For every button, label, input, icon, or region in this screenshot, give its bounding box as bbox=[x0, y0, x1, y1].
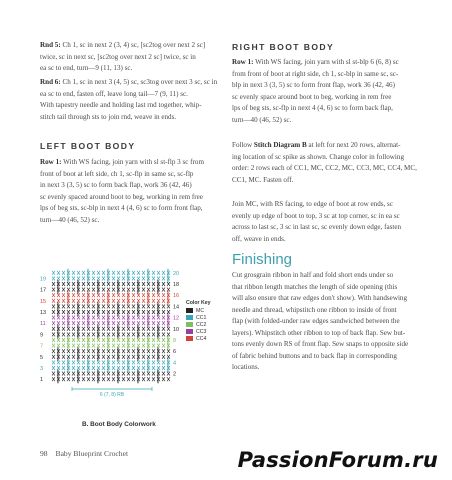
row-number-left: 11 bbox=[40, 321, 46, 328]
rnd6-line2: ea sc to end, fasten off, leave long tail—7 (9, 11) sc. bbox=[40, 89, 188, 98]
stitch-row bbox=[52, 336, 170, 344]
row-number-right: 2 bbox=[173, 371, 177, 378]
left-row1-line2: front of boot at left side, ch 1, sc-flp in same sc, sc-flp bbox=[40, 169, 194, 178]
stitch-row bbox=[52, 319, 170, 327]
row-number-right: 8 bbox=[173, 338, 177, 344]
left-row1-line5: lps of beg sts, sc-blp in next 4 (4, 6) sc to form front flap, bbox=[40, 204, 203, 212]
left-row1-line4: sc evenly spaced around boot to beg, working in rem free bbox=[40, 192, 203, 201]
color-key bbox=[186, 300, 211, 342]
right-row1-line6: turn—40 (46, 52) sc. bbox=[232, 115, 292, 124]
join-line3: across to last sc, 3 sc in last sc, sc evenly down edge, fasten bbox=[232, 223, 402, 231]
rnd5-line3: ea sc to end, turn—9 (11, 13) sc. bbox=[40, 64, 133, 72]
join-line4: off, weave in ends. bbox=[232, 234, 286, 243]
color-swatch bbox=[186, 315, 193, 320]
rnd6-line4: stitch tail through sts to join rnd, weave in ends. bbox=[40, 112, 177, 121]
row-number-left: 17 bbox=[40, 287, 47, 294]
row-number-right: 6 bbox=[173, 349, 177, 356]
finishing-line5: flap (with folded-under raw edges sandwiched between the bbox=[232, 317, 400, 325]
stitch-diagram-b bbox=[40, 262, 190, 412]
join-line1: Join MC, with RS facing, to edge of boot at row ends, sc bbox=[232, 200, 393, 208]
stitch-row bbox=[52, 353, 170, 361]
stitch-row bbox=[52, 325, 170, 333]
rnd6-line1: Rnd 6: Ch 1, sc in next 3 (4, 5) sc, sc3tog over next 3 sc, sc in bbox=[40, 78, 218, 86]
stitch-row bbox=[52, 375, 170, 383]
row-number-left: 9 bbox=[40, 332, 44, 339]
color-key-label: CC1 bbox=[196, 314, 207, 321]
color-swatch bbox=[186, 329, 193, 334]
stitch-row bbox=[52, 269, 170, 277]
watermark: PassionForum.ru bbox=[237, 448, 438, 472]
row-number-left: 1 bbox=[40, 377, 44, 384]
rnd5-line2: twice, sc in next sc, [sc2tog over next 2 sc] twice, sc in bbox=[40, 52, 196, 61]
diagram-caption: B. Boot Body Colorwork bbox=[82, 421, 156, 428]
left-row1-line3: in next 3 (3, 5) sc to form back flap, work 36 (42, 46) bbox=[40, 181, 192, 189]
color-key-item bbox=[186, 307, 211, 314]
repeat-label: 6 (7, 8) RB bbox=[99, 392, 125, 398]
row-number-right: 10 bbox=[173, 326, 180, 333]
stitch-row bbox=[52, 370, 170, 378]
book-title: Baby Blueprint Crochet bbox=[55, 449, 129, 458]
finishing-line3: will also ensure that raw edges don't show). With handsewing bbox=[232, 294, 408, 302]
finishing-line6: layers). Whipstitch other ribbon to top of back flap. Sew but- bbox=[232, 328, 406, 337]
row-number-left: 19 bbox=[40, 276, 47, 283]
color-key-title: Color Key bbox=[186, 300, 211, 306]
finishing-heading: Finishing bbox=[232, 251, 293, 268]
follow-line2: ing location of sc spike as shown. Change color in following bbox=[232, 152, 404, 161]
left-row1-line6: turn—40 (46, 52) sc. bbox=[40, 215, 100, 224]
stitch-row bbox=[52, 314, 170, 322]
right-row1-line5: lps of beg sts, sc-flp in next 4 (4, 6) sc to form back flap, bbox=[232, 104, 393, 112]
color-key-item bbox=[186, 314, 211, 321]
rnd5-line1: Rnd 5: Ch 1, sc in next 2 (3, 4) sc, [sc2tog over next 2 sc] bbox=[40, 41, 206, 49]
color-key-label: CC2 bbox=[196, 321, 207, 328]
page-footer bbox=[40, 449, 128, 458]
row-number-right: 16 bbox=[173, 293, 180, 300]
finishing-line8: of fabric behind buttons and to back flap in corresponding bbox=[232, 351, 397, 360]
stitch-row bbox=[52, 342, 170, 350]
row-number-right: 18 bbox=[173, 282, 180, 288]
stitch-row bbox=[52, 297, 170, 305]
stitch-row bbox=[52, 291, 170, 299]
finishing-line7: tons evenly down RS of front flap. Sew snaps to opposite side bbox=[232, 340, 409, 348]
row-number-right: 4 bbox=[173, 360, 177, 367]
finishing-line2: that ribbon length matches the length of side opening (this bbox=[232, 282, 398, 291]
page-number: 98 bbox=[40, 449, 48, 458]
color-swatch bbox=[186, 308, 193, 313]
stitch-row bbox=[52, 280, 170, 288]
color-key-label: CC3 bbox=[196, 328, 207, 335]
color-swatch bbox=[186, 322, 193, 327]
color-key-item bbox=[186, 335, 211, 342]
join-line2: evenly up edge of boot to top, 3 sc at top corner, sc in ea sc bbox=[232, 211, 400, 220]
color-key-item bbox=[186, 328, 211, 335]
stitch-row bbox=[52, 286, 170, 294]
right-row1-line1: Row 1: With WS facing, join yarn with sl st-blp 6 (6, 8) sc bbox=[232, 58, 399, 66]
row-number-left: 13 bbox=[40, 310, 47, 316]
row-number-left: 15 bbox=[40, 298, 47, 305]
row-number-right: 14 bbox=[173, 304, 180, 311]
finishing-line9: locations. bbox=[232, 363, 260, 371]
follow-line4: CC1, MC. Fasten off. bbox=[232, 175, 294, 184]
follow-line3: order: 2 rows each of CC1, MC, CC2, MC, CC3, MC, CC4, MC, bbox=[232, 164, 417, 172]
right-boot-body-heading: RIGHT BOOT BODY bbox=[232, 42, 335, 52]
stitch-row bbox=[52, 302, 170, 310]
rnd6-line3: With tapestry needle and holding last rnd together, whip- bbox=[40, 101, 202, 109]
row-number-left: 3 bbox=[40, 366, 44, 372]
row-number-left: 7 bbox=[40, 343, 44, 350]
right-row1-line4: sc evenly space around boot to beg, working in rem free bbox=[232, 92, 392, 101]
stitch-row bbox=[52, 358, 170, 366]
color-key-label: MC bbox=[196, 307, 205, 314]
row-number-right: 20 bbox=[173, 270, 180, 277]
right-row1-line2: from front of boot at right side, ch 1, sc-blp in same sc, sc- bbox=[232, 69, 399, 78]
stitch-row bbox=[52, 308, 170, 316]
right-row1-line3: blp in next 3 (3, 5) sc to form front flap, work 36 (42, 46) bbox=[232, 81, 395, 89]
stitch-row bbox=[52, 347, 170, 355]
left-boot-body-heading: LEFT BOOT BODY bbox=[40, 141, 136, 151]
color-swatch bbox=[186, 336, 193, 341]
stitch-row bbox=[52, 364, 170, 372]
stitch-row bbox=[52, 330, 170, 338]
row-number-right: 12 bbox=[173, 315, 180, 322]
finishing-line1: Cut grosgrain ribbon in half and fold short ends under so bbox=[232, 271, 394, 279]
left-row1-line1: Row 1: With WS facing, join yarn with sl st-flp 3 sc from bbox=[40, 158, 204, 166]
repeat-bracket bbox=[72, 387, 152, 391]
finishing-line4: needle and thread, whipstitch one ribbon to inside of front bbox=[232, 305, 397, 314]
color-key-item bbox=[186, 321, 211, 328]
stitch-row bbox=[52, 274, 170, 282]
row-number-left: 5 bbox=[40, 354, 44, 361]
follow-line1: Follow Stitch Diagram B at left for next 20 rows, alternat- bbox=[232, 141, 401, 149]
color-key-label: CC4 bbox=[196, 335, 207, 342]
